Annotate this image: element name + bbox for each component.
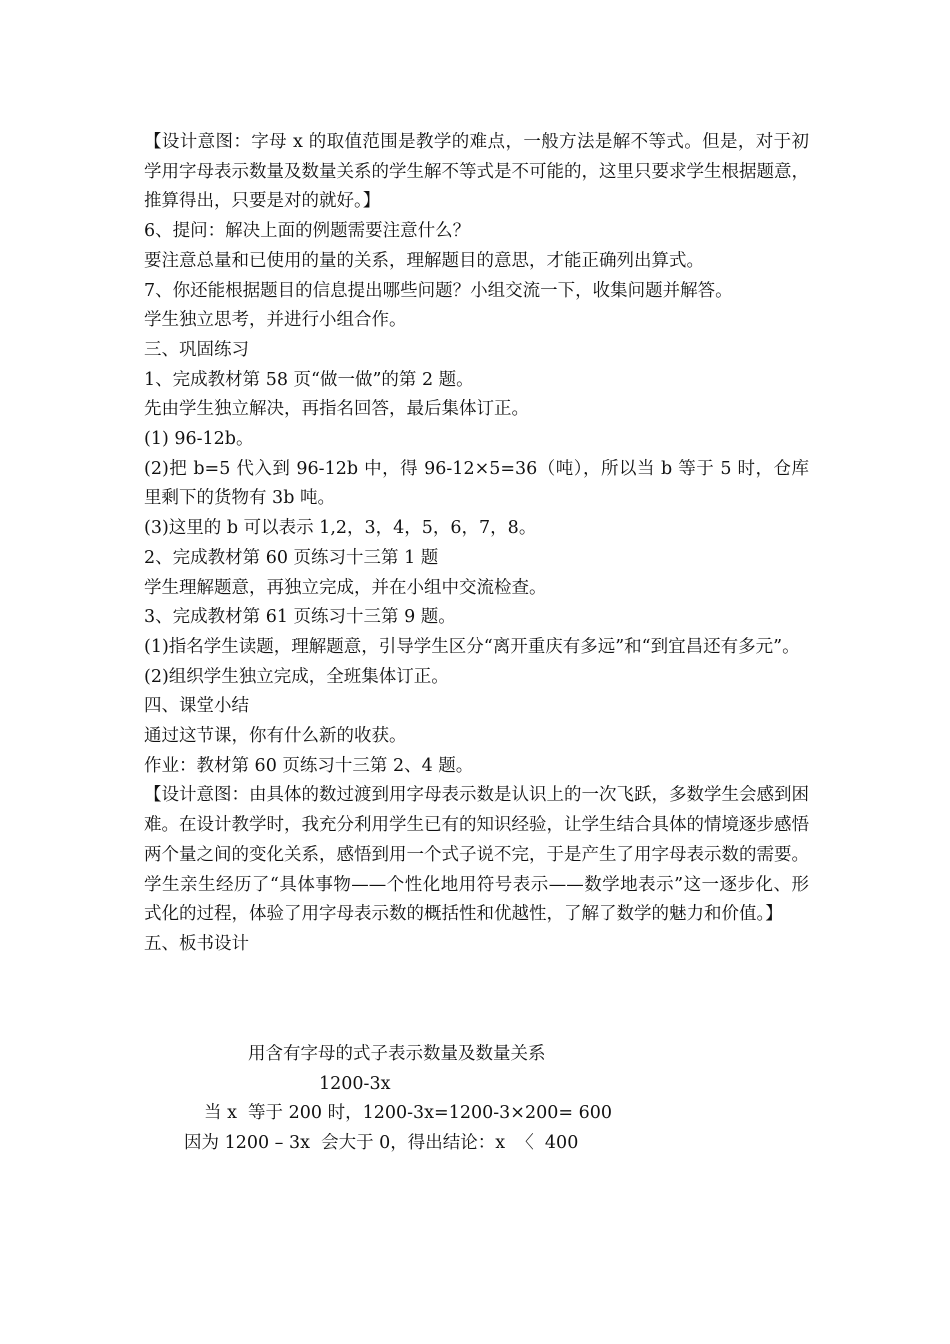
exercise-1-answer-3: (3)这里的 b 可以表示 1,2，3，4，5，6，7，8。 [144, 518, 537, 539]
summary-question: 通过这节课，你有什么新的收获。 [144, 726, 407, 747]
exercise-1-method: 先由学生独立解决，再指名回答，最后集体订正。 [144, 399, 529, 420]
board-expression: 1200-3x [319, 1073, 391, 1094]
board-because-line: 因为 1200 – 3x 会大于 0，得出结论：x 〈 400 [184, 1133, 579, 1154]
exercise-1-answer-2: (2)把 b=5 代入到 96-12b 中，得 96-12×5=36（吨），所以当 b 等于 5 时，仓库里剩下的货物有 3b 吨。 [144, 458, 809, 509]
section-heading-5: 五、板书设计 [144, 933, 249, 954]
section-heading-4: 四、课堂小结 [144, 696, 249, 717]
exercise-2-method: 学生理解题意，再独立完成，并在小组中交流检查。 [144, 577, 547, 598]
question-6: 6、提问：解决上面的例题需要注意什么？ [144, 221, 471, 242]
exercise-2: 2、完成教材第 60 页练习十三第 1 题 [144, 547, 439, 568]
answer-6: 要注意总量和已使用的量的关系，理解题目的意思，才能正确列出算式。 [144, 250, 704, 271]
board-design [144, 1040, 809, 1159]
design-intent-note-1: 【设计意图：字母 x 的取值范围是教学的难点，一般方法是解不等式。但是，对于初学用字母表示数量及数量关系的学生解不等式是不可能的，这里只要求学生根据题意，推算得出，只要是对的就好。】 [144, 132, 809, 212]
exercise-3-step-1: (1)指名学生读题，理解题意，引导学生区分“离开重庆有多远”和“到宜昌还有多元”。 [144, 636, 800, 657]
exercise-1-answer-1: (1) 96-12b。 [144, 429, 254, 450]
homework: 作业：教材第 60 页练习十三第 2、4 题。 [144, 755, 474, 776]
board-title: 用含有字母的式子表示数量及数量关系 [248, 1044, 546, 1064]
answer-7: 学生独立思考，并进行小组合作。 [144, 310, 407, 331]
document-body [144, 128, 809, 960]
exercise-1: 1、完成教材第 58 页“做一做”的第 2 题。 [144, 369, 474, 390]
exercise-3: 3、完成教材第 61 页练习十三第 9 题。 [144, 607, 456, 628]
design-intent-note-2: 【设计意图：由具体的数过渡到用字母表示数是认识上的一次飞跃，多数学生会感到困难。在设计教学时，我充分利用学生已有的知识经验，让学生结合具体的情境逐步感悟两个量之间的变化关系，感悟到用一个式子说不完，于是产生了用字母表示数的需要。学生亲生经历了“具体事物——个性化地用符号表示——数学地表示”这一逐步化、形式化的过程，体验了用字母表示数的概括性和优越性，了解了数学的魅力和价值。】 [144, 785, 809, 925]
question-7: 7、你还能根据题目的信息提出哪些问题？小组交流一下，收集问题并解答。 [144, 280, 733, 301]
section-heading-3: 三、巩固练习 [144, 339, 249, 360]
board-when-line: 当 x 等于 200 时，1200-3x=1200-3×200= 600 [204, 1103, 612, 1124]
exercise-3-step-2: (2)组织学生独立完成，全班集体订正。 [144, 666, 449, 687]
